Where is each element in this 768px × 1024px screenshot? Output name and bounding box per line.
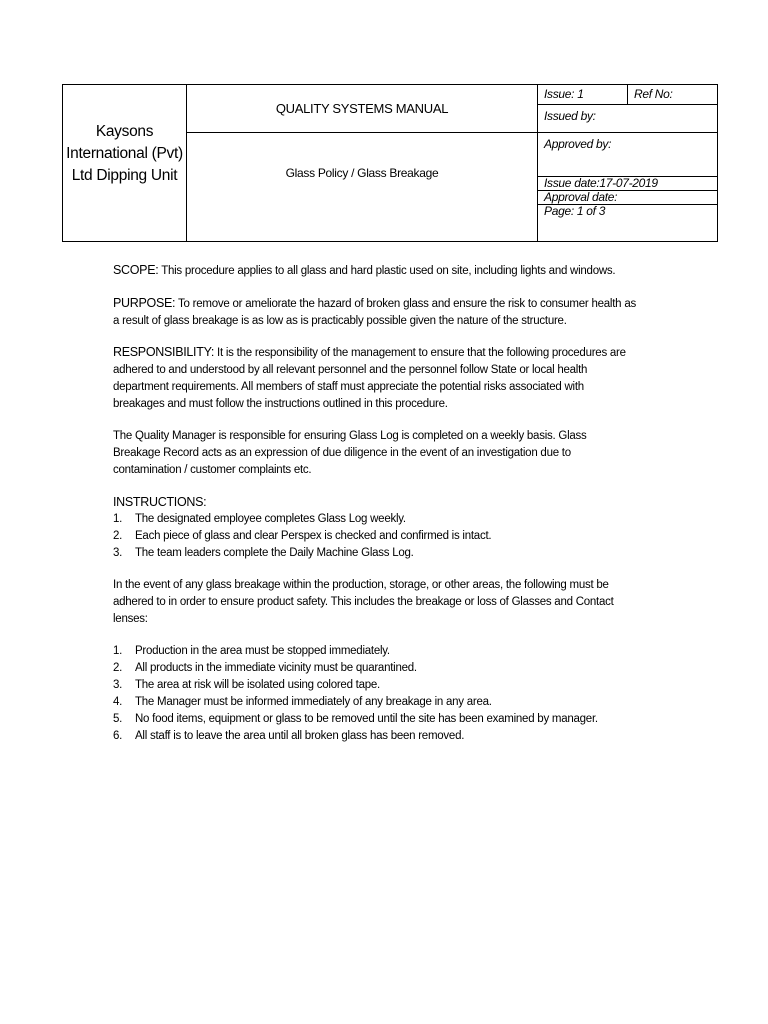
list-number: 5. xyxy=(113,713,123,725)
list-text: The Manager must be informed immediately of any breakage in any area. xyxy=(135,696,492,708)
document-control-cells xyxy=(538,85,717,241)
company-line-3: Ltd Dipping Unit xyxy=(71,167,178,184)
issued-by: Issued by: xyxy=(538,105,717,133)
list-text: All staff is to leave the area until all broken glass has been removed. xyxy=(135,730,465,742)
issue-number: Issue: 1 xyxy=(538,85,628,105)
responsibility-heading: RESPONSIBILITY: xyxy=(113,345,215,359)
policy-title: Glass Policy / Glass Breakage xyxy=(285,166,439,180)
title-cell xyxy=(187,85,538,241)
list-text: No food items, equipment or glass to be removed until the site has been examined by manager. xyxy=(135,713,598,725)
company-name-cell xyxy=(63,85,187,241)
company-name xyxy=(66,121,183,205)
issue-date: Issue date:17-07-2019 xyxy=(538,177,717,191)
document-header-table xyxy=(62,84,718,242)
list-item xyxy=(113,528,636,545)
company-line-2: International (Pvt) xyxy=(66,145,183,162)
manual-title: QUALITY SYSTEMS MANUAL xyxy=(187,85,537,133)
company-line-1: Kaysons xyxy=(95,123,154,140)
instructions-heading: INSTRUCTIONS: xyxy=(113,495,207,509)
scope-heading: SCOPE: xyxy=(113,263,159,277)
list-text: All products in the immediate vicinity must be quarantined. xyxy=(135,662,417,674)
breakage-intro: In the event of any glass breakage within the production, storage, or other areas, the following must be adhered to in order to ensure product safety. This includes the breakage or loss of Glasses and Contact lenses: xyxy=(113,579,614,625)
list-item xyxy=(113,660,636,677)
list-text: The area at risk will be isolated using colored tape. xyxy=(135,679,381,691)
ref-no: Ref No: xyxy=(628,85,717,105)
list-number: 1. xyxy=(113,513,123,525)
list-item xyxy=(113,677,636,694)
scope-text: This procedure applies to all glass and hard plastic used on site, including lights and windows. xyxy=(161,265,616,277)
list-item xyxy=(113,711,636,728)
list-item xyxy=(113,694,636,711)
list-number: 6. xyxy=(113,730,123,742)
purpose-heading: PURPOSE: xyxy=(113,296,176,310)
list-text: The team leaders complete the Daily Machine Glass Log. xyxy=(135,547,414,559)
responsibility-section xyxy=(113,344,636,413)
purpose-section xyxy=(113,295,636,330)
quality-manager-paragraph: The Quality Manager is responsible for ensuring Glass Log is completed on a weekly basis. Glass Breakage Record acts as an expression of due diligence in the event of an investigation due to contamination / customer complaints etc. xyxy=(113,430,587,476)
list-item xyxy=(113,545,636,562)
list-number: 1. xyxy=(113,645,123,657)
document-body xyxy=(113,262,636,745)
list-item xyxy=(113,511,636,528)
breakage-steps-list xyxy=(113,643,636,745)
instructions-list xyxy=(113,511,636,562)
list-number: 3. xyxy=(113,547,123,559)
scope-section xyxy=(113,262,636,280)
list-number: 4. xyxy=(113,696,123,708)
purpose-text: To remove or ameliorate the hazard of broken glass and ensure the risk to consumer health as a result of glass breakage is as low as is practicably possible given the nature of the structure. xyxy=(113,298,636,327)
approved-by: Approved by: xyxy=(538,133,717,177)
list-item xyxy=(113,643,636,660)
list-text: The designated employee completes Glass Log weekly. xyxy=(135,513,406,525)
list-number: 2. xyxy=(113,662,123,674)
approval-date: Approval date: xyxy=(538,191,717,205)
page-number: Page: 1 of 3 xyxy=(544,204,606,218)
list-text: Production in the area must be stopped immediately. xyxy=(135,645,390,657)
list-item xyxy=(113,728,636,745)
list-text: Each piece of glass and clear Perspex is checked and confirmed is intact. xyxy=(135,530,492,542)
responsibility-text: It is the responsibility of the management to ensure that the following procedures are adhered to and understood by all relevant personnel and the personnel follow State or local health department requirements. All members of staff must appreciate the potential risks associated with breakages and must follow the instructions outlined in this procedure. xyxy=(113,347,626,410)
list-number: 3. xyxy=(113,679,123,691)
list-number: 2. xyxy=(113,530,123,542)
